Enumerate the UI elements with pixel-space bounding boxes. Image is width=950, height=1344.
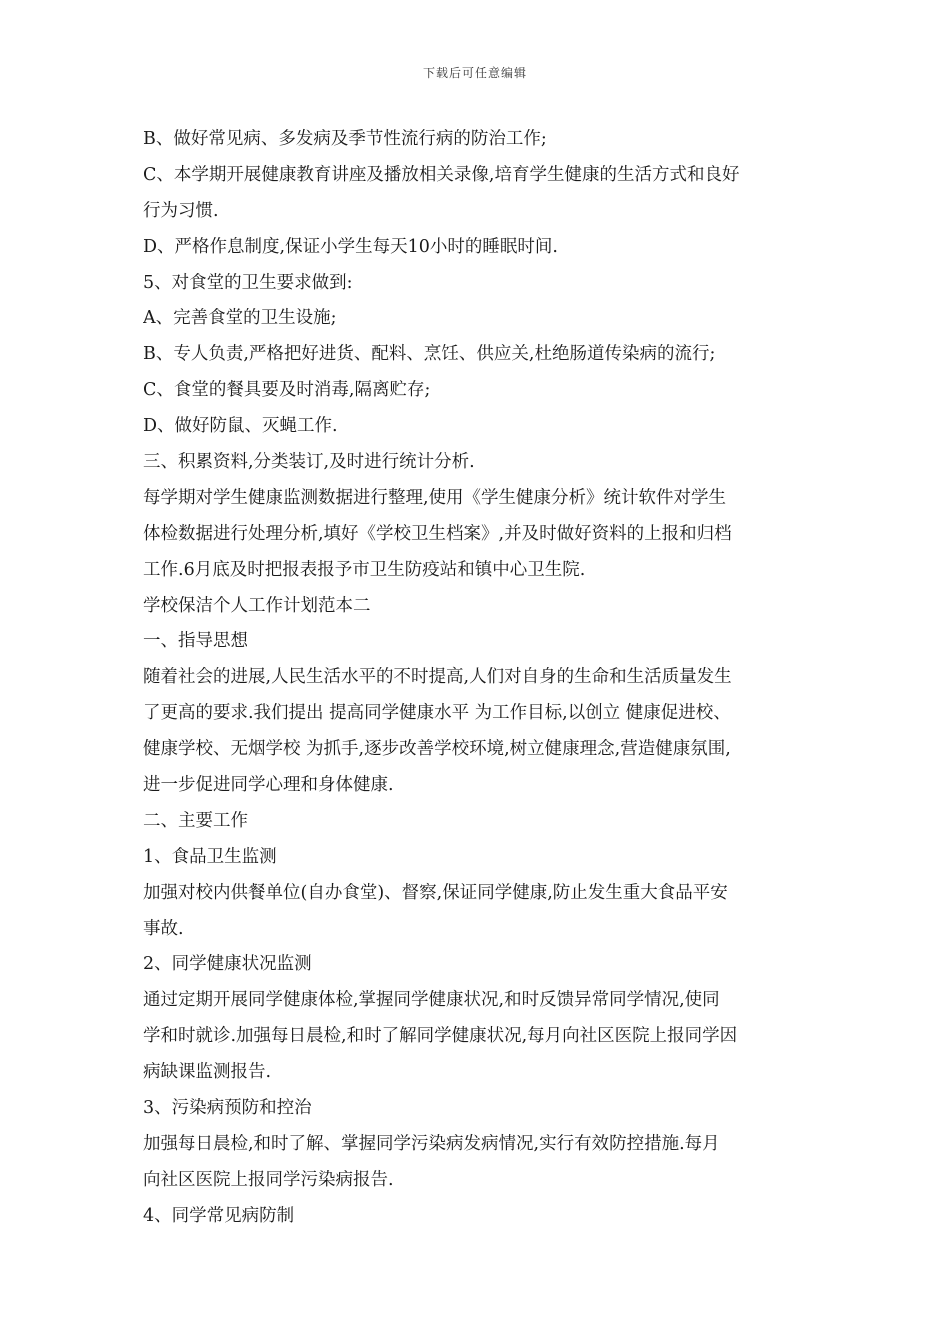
text-line: 行为习惯.: [143, 200, 219, 221]
text-line: 通过定期开展同学健康体检,掌握同学健康状况,和时反馈异常同学情况,使同: [143, 990, 720, 1011]
text-line: 5、对食堂的卫生要求做到:: [143, 272, 353, 293]
text-line: 加强每日晨检,和时了解、掌握同学污染病发病情况,实行有效防控措施.每月: [143, 1133, 720, 1154]
document-body: [143, 122, 811, 1235]
text-line: 随着社会的进展,人民生活水平的不时提高,人们对自身的生命和生活质量发生: [143, 667, 732, 688]
text-line: C、本学期开展健康教育讲座及播放相关录像,培育学生健康的生活方式和良好: [143, 164, 740, 185]
section-heading: 三、积累资料,分类装订,及时进行统计分析.: [143, 452, 475, 473]
section-heading: 一、指导思想: [143, 631, 248, 652]
text-line: 向社区医院上报同学污染病报告.: [143, 1169, 394, 1190]
text-line: 学和时就诊.加强每日晨检,和时了解同学健康状况,每月向社区医院上报同学因: [143, 1026, 738, 1047]
text-line: 进一步促进同学心理和身体健康.: [143, 775, 394, 796]
text-line: 体检数据进行处理分析,填好《学校卫生档案》,并及时做好资料的上报和归档: [143, 523, 732, 544]
text-line: C、食堂的餐具要及时消毒,隔离贮存;: [143, 380, 431, 401]
text-line: 病缺课监测报告.: [143, 1062, 272, 1083]
section-heading: 二、主要工作: [143, 810, 248, 831]
subsection-heading: 2、同学健康状况监测: [143, 954, 312, 975]
text-line: B、做好常见病、多发病及季节性流行病的防治工作;: [143, 129, 547, 149]
text-line: B、专人负责,严格把好进货、配料、烹饪、供应关,杜绝肠道传染病的流行;: [143, 344, 716, 365]
text-line: 事故.: [143, 918, 184, 939]
text-line: D、严格作息制度,保证小学生每天10小时的睡眠时间.: [143, 236, 558, 257]
subsection-heading: 1、食品卫生监测: [143, 846, 277, 867]
document-title: 学校保洁个人工作计划范本二: [143, 595, 371, 616]
page-header: 下载后可任意编辑: [422, 66, 527, 80]
text-line: D、做好防鼠、灭蝇工作.: [143, 416, 338, 437]
text-line: 了更高的要求.我们提出 提高同学健康水平 为工作目标,以创立 健康促进校、: [143, 703, 731, 724]
text-line: 健康学校、无烟学校 为抓手,逐步改善学校环境,树立健康理念,营造健康氛围,: [143, 739, 731, 760]
text-line: 每学期对学生健康监测数据进行整理,使用《学生健康分析》统计软件对学生: [143, 487, 727, 508]
subsection-heading: 4、同学常见病防制: [143, 1205, 295, 1226]
text-line: A、完善食堂的卫生设施;: [143, 308, 337, 329]
text-line: 加强对校内供餐单位(自办食堂)、督察,保证同学健康,防止发生重大食品平安: [143, 882, 728, 903]
subsection-heading: 3、污染病预防和控治: [143, 1098, 312, 1119]
text-line: 工作.6月底及时把报表报予市卫生防疫站和镇中心卫生院.: [143, 559, 586, 580]
